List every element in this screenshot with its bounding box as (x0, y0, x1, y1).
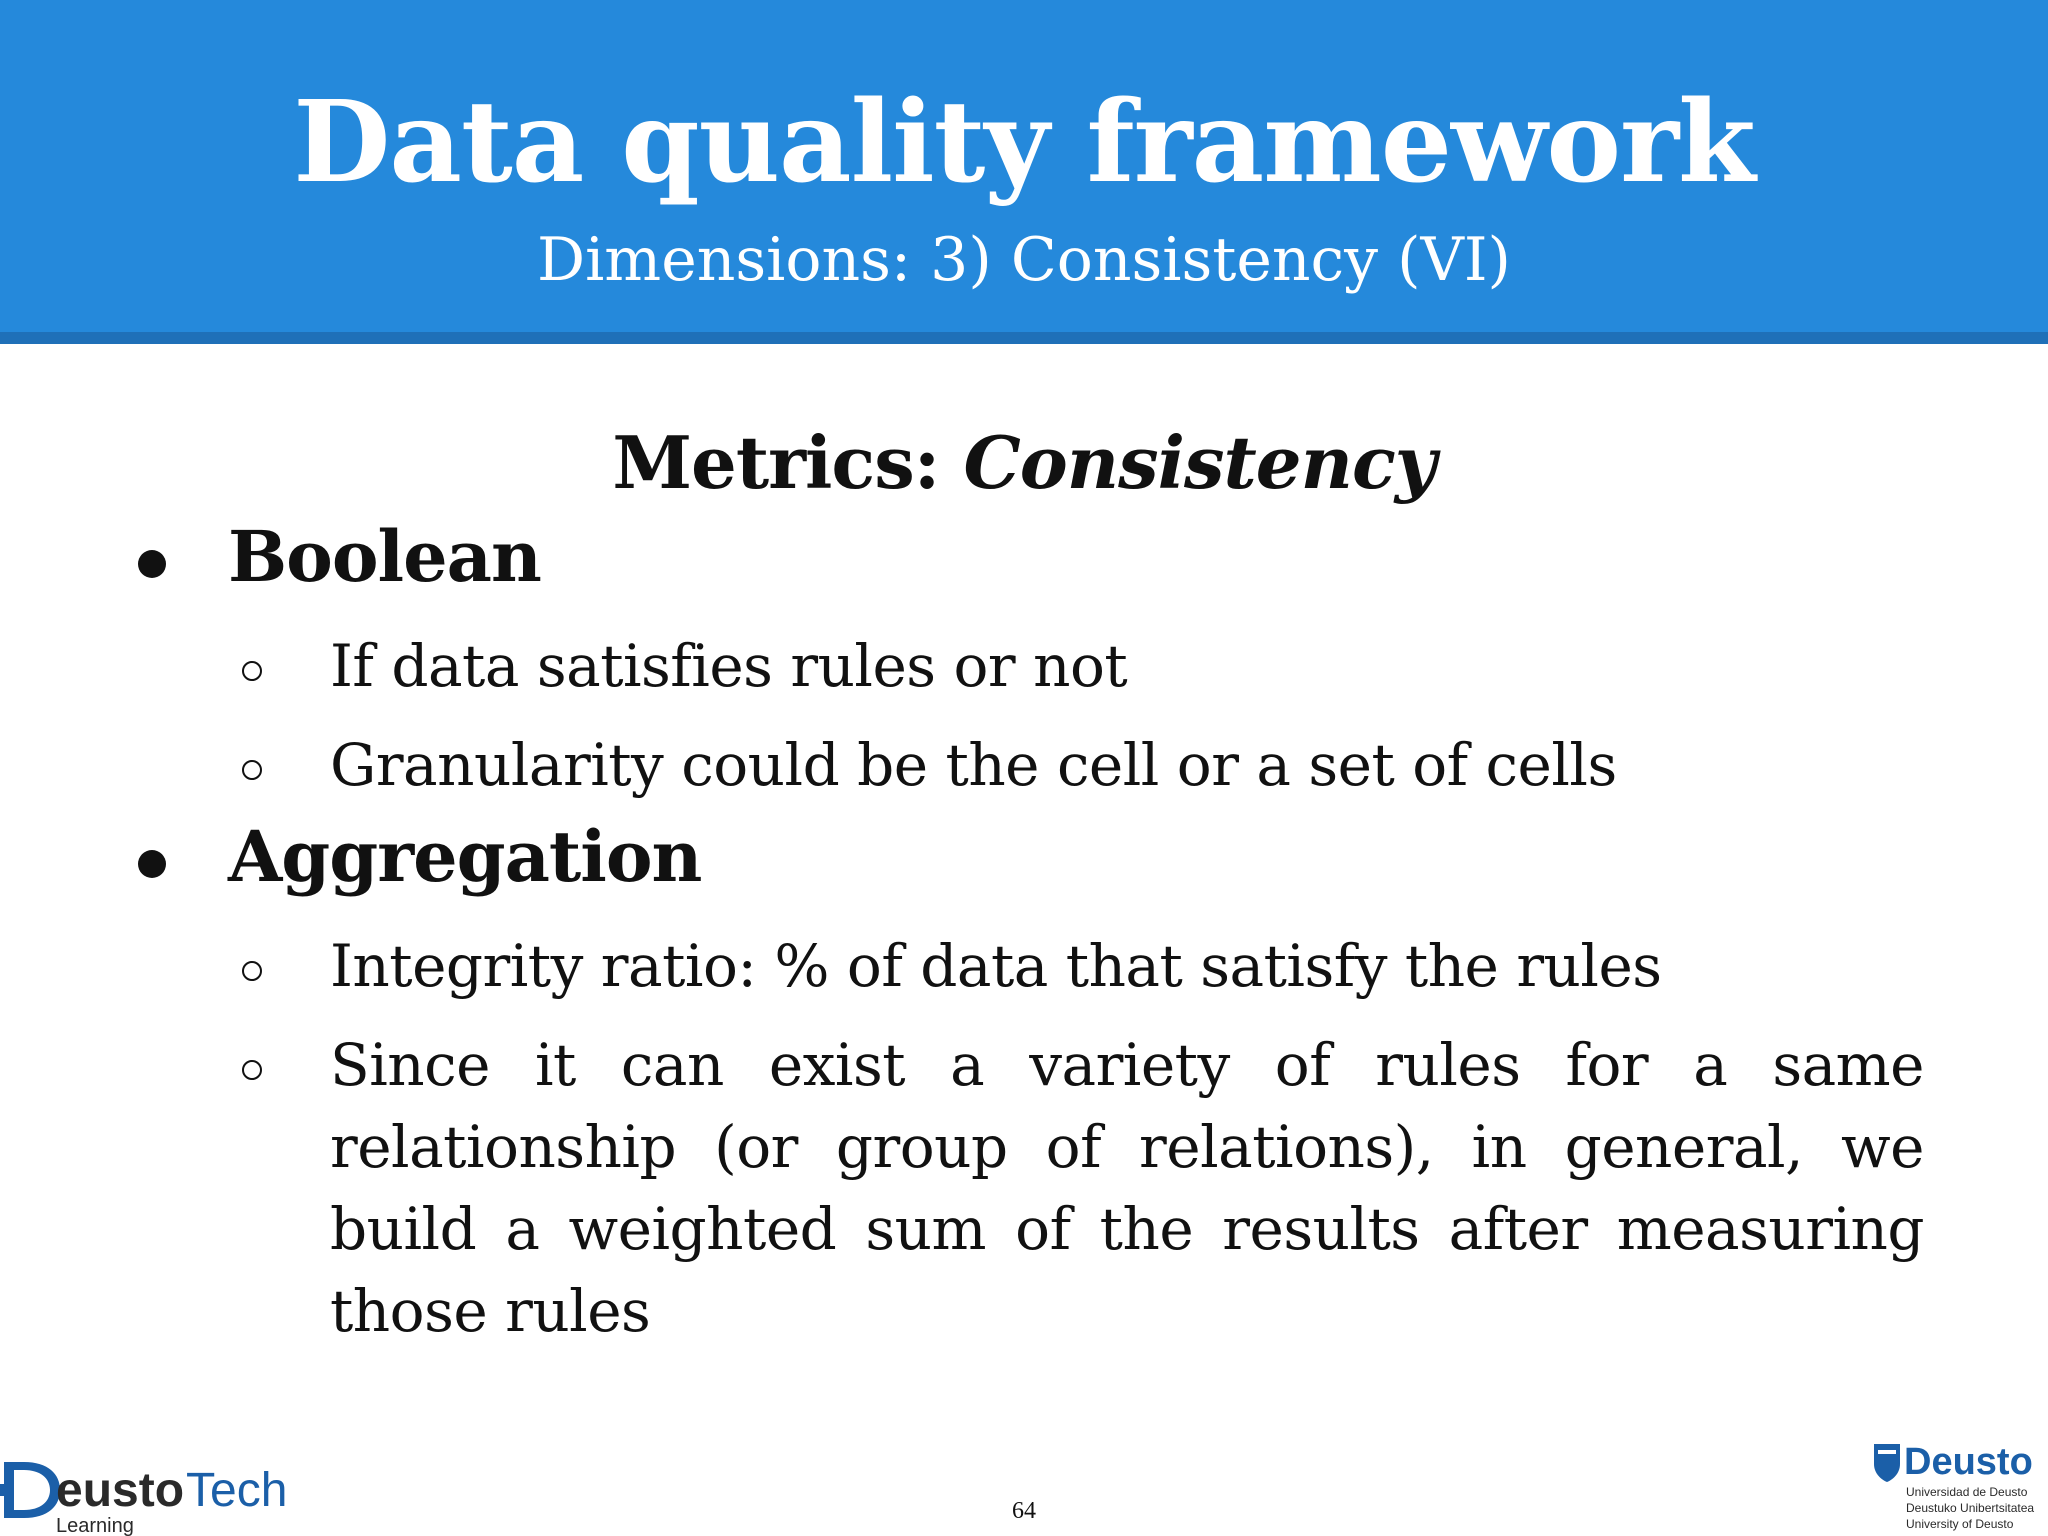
right-logo-line: University of Deusto (1906, 1517, 2014, 1531)
sub-item-text: Since it can exist a variety of rules for a same relationship (or group of relations), in general, we build a weighted sum of the results after measuring those rules (330, 1031, 1924, 1345)
sub-bullet-ring (242, 661, 262, 681)
page-number: 64 (1012, 1498, 1036, 1524)
deustotech-learning-logo (0, 1456, 300, 1536)
university-of-deusto-logo (1870, 1436, 2048, 1536)
right-logo-line: Universidad de Deusto (1906, 1485, 2028, 1499)
bullet-dot (138, 850, 166, 878)
right-logo-line: Deustuko Unibertsitatea (1906, 1501, 2035, 1515)
sub-item-text: If data satisfies rules or not (330, 632, 1128, 700)
sub-item-text: Granularity could be the cell or a set of cells (330, 731, 1617, 799)
logo-tagline: Learning (56, 1515, 134, 1536)
banner-divider (0, 332, 2048, 344)
right-logo-brand: Deusto (1904, 1441, 2033, 1483)
slide-subtitle: Dimensions: 3) Consistency (VI) (537, 225, 1511, 295)
sub-item-text: Integrity ratio: % of data that satisfy the rules (330, 932, 1662, 1000)
logo-brand-second: Tech (186, 1464, 288, 1517)
bullet-dot (138, 550, 166, 578)
bullet-label: Boolean (228, 515, 541, 598)
logo-brand-first: eusto (56, 1464, 185, 1517)
metrics-heading (0, 418, 2048, 508)
sub-bullet-ring (242, 1060, 262, 1080)
sub-bullet-ring (242, 961, 262, 981)
sub-bullet-ring (242, 760, 262, 780)
slide-title: Data quality framework (293, 77, 1755, 208)
metrics-heading-prefix: Metrics: (612, 420, 964, 505)
metrics-heading-emphasis: Consistency (963, 420, 1436, 505)
bullet-label: Aggregation (228, 815, 702, 898)
